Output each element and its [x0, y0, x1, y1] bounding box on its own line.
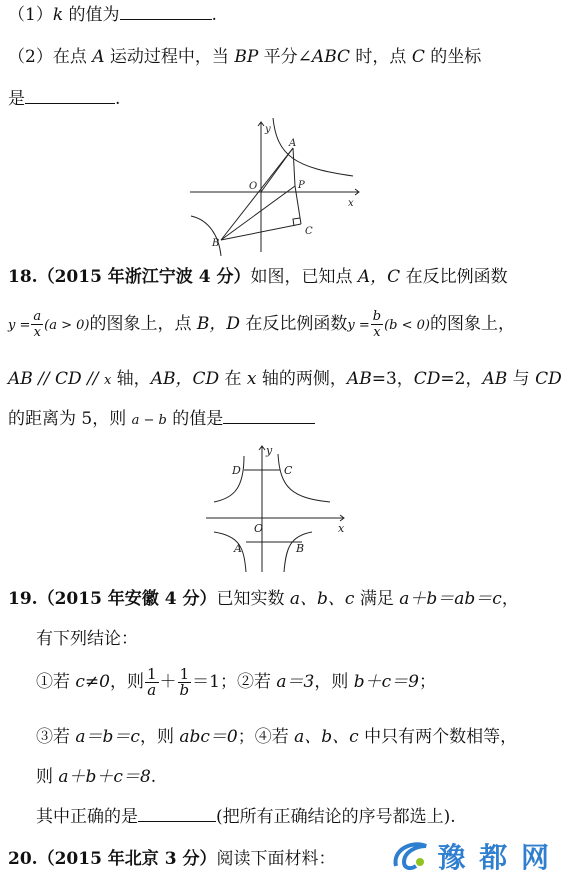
text: 轴， [111, 369, 151, 389]
text: 满足 [354, 589, 400, 609]
text: （2）在点 [8, 47, 93, 67]
q17-label-P: P [298, 180, 305, 191]
q17-label-y: y [265, 124, 271, 135]
text: AB // CD // [8, 369, 104, 389]
text: ，则 [314, 672, 354, 692]
q17-part2-line1 [8, 46, 481, 68]
text: ①若 [36, 672, 76, 692]
q18-blank [223, 409, 315, 424]
text: B，D [196, 314, 240, 334]
text: =3， [371, 369, 414, 389]
q17-var-k: k [52, 5, 64, 25]
text: . [150, 767, 157, 787]
q18-label-D: D [232, 464, 241, 477]
text: 已知实数 [216, 589, 290, 609]
text: 1 [179, 665, 190, 683]
text: a＝b＝c [75, 727, 140, 747]
q18-f2-lhs: y = [347, 318, 370, 333]
text: ＋ [159, 672, 177, 692]
q18-f1-num: a [33, 309, 42, 324]
text: 的图象上，点 [89, 314, 197, 334]
q17-label-B: B [212, 238, 220, 249]
text: 是 [8, 89, 25, 109]
q19-line1 [8, 588, 519, 610]
q19-conclusion-4-cont [36, 766, 156, 788]
text: ABC [311, 47, 351, 67]
q18-label-A: A [234, 542, 242, 555]
q18-f2-cond: (b < 0) [384, 318, 431, 333]
q17-part1-line [8, 4, 217, 26]
text: =2， [440, 369, 483, 389]
q18-line4 [8, 408, 315, 432]
text: 的图象上， [430, 314, 516, 334]
watermark-text: 豫 都 网 [437, 841, 551, 874]
text: abc＝0 [179, 727, 238, 747]
q19-frac-1b [178, 667, 192, 698]
text: 时，点 [350, 47, 412, 67]
text: 有下列结论： [36, 629, 138, 649]
q17-line-BA [221, 148, 293, 240]
text: AB，CD [150, 369, 220, 389]
text: b [179, 681, 190, 699]
q17-label-A: A [289, 138, 297, 149]
q18-line2 [8, 306, 515, 346]
q17-part2-line2 [8, 88, 120, 110]
q19-blank [138, 807, 216, 822]
q17-part1-prefix: （1） [8, 5, 53, 25]
q18-line1 [8, 266, 508, 288]
q17-part1-end: . [211, 5, 217, 25]
text: BP [234, 47, 259, 67]
text: ；④若 [237, 727, 295, 747]
text: a − b [131, 413, 167, 428]
q18-branch-C [278, 454, 330, 502]
q18-label-C: C [284, 464, 293, 477]
q20-number: 20. [8, 849, 38, 869]
q19-frac-1a [145, 667, 159, 698]
text: A，C [357, 267, 401, 287]
text: 运动过程中，当 [104, 47, 235, 67]
text: x [103, 373, 112, 388]
text: 在反比例函数 [400, 267, 508, 287]
q17-part2-blank [25, 89, 115, 104]
q20-source: （2015 年北京 3 分） [37, 849, 217, 869]
q17-label-x: x [348, 198, 354, 209]
q18-figure [200, 440, 350, 575]
text: a＋b＋c＝8 [58, 767, 151, 787]
q19-conclusion-3-4 [36, 726, 517, 748]
q17-line-AP [293, 148, 295, 186]
q18-label-B: B [296, 542, 305, 555]
text: a＋b＝ab＝c [399, 589, 502, 609]
q17-hyperbola-q3 [191, 216, 221, 256]
text: 在反比例函数 [240, 314, 348, 334]
text: 中只有两个数相等， [358, 727, 518, 747]
text: 则 [36, 767, 59, 787]
q17-label-O: O [249, 181, 258, 192]
text: AB [346, 369, 372, 389]
text: 与 [507, 369, 536, 389]
text: CD [413, 369, 441, 389]
text: c≠0 [75, 672, 110, 692]
q20-line1 [8, 848, 335, 870]
text: a、b、c [294, 727, 359, 747]
text: a [147, 681, 157, 699]
text: 如图，已知点 [250, 267, 358, 287]
q18-source: （2015 年浙江宁波 4 分） [37, 267, 251, 287]
q18-f1-cond: (a > 0) [44, 318, 90, 333]
text: 的值是 [166, 409, 224, 429]
text: 轴的两侧， [256, 369, 347, 389]
q18-branch-D [214, 456, 244, 502]
text: . [115, 89, 121, 109]
q17-hyperbola-q1 [273, 118, 353, 176]
text: (把所有正确结论的序号都选上). [216, 807, 456, 827]
text: a＝3 [276, 672, 315, 692]
q19-conclusion-1-2 [36, 662, 436, 706]
text: A [92, 47, 105, 67]
q17-part1-text: 的值为 [63, 5, 120, 25]
text: x [246, 369, 257, 389]
text: ，则 [139, 727, 180, 747]
text: 的坐标 [424, 47, 482, 67]
text: AB [482, 369, 508, 389]
q19-number: 19. [8, 589, 38, 609]
q18-number: 18. [8, 267, 38, 287]
q19-answer-line [36, 806, 456, 828]
text: 阅读下面材料： [216, 849, 336, 869]
q18-f1-lhs: y = [8, 318, 31, 333]
q17-label-C: C [305, 226, 313, 237]
text: ； [418, 672, 436, 692]
q17-line-BP [221, 186, 295, 240]
watermark [390, 836, 552, 876]
q18-label-O: O [254, 522, 264, 535]
text: C [411, 47, 425, 67]
q18-line3 [8, 368, 562, 392]
q18-f2-frac [371, 309, 383, 340]
text: 的距离为 5，则 [8, 409, 132, 429]
text: 其中正确的是 [36, 807, 138, 827]
q19-source: （2015 年安徽 4 分） [37, 589, 217, 609]
q18-f1-frac [31, 309, 43, 340]
q18-label-y: y [266, 444, 273, 457]
text: 1 [147, 665, 157, 683]
q18-f1-den: x [33, 325, 41, 340]
text: a、b、c [289, 589, 355, 609]
text: ＝1；②若 [192, 672, 277, 692]
text: ③若 [36, 727, 76, 747]
q17-figure [185, 116, 365, 256]
q17-line-OA [261, 148, 293, 192]
text: ，则 [110, 672, 144, 692]
watermark-logo-icon [390, 836, 434, 876]
q17-part1-blank [120, 5, 212, 20]
text: CD [535, 369, 562, 389]
q18-f2-den: x [373, 325, 381, 340]
text: ， [501, 589, 519, 609]
text: b＋c＝9 [353, 672, 419, 692]
text: 平分∠ [258, 47, 312, 67]
q18-f2-num: b [372, 309, 382, 324]
text: 在 [219, 369, 247, 389]
q19-line2 [36, 628, 138, 650]
q18-label-x: x [338, 522, 345, 535]
